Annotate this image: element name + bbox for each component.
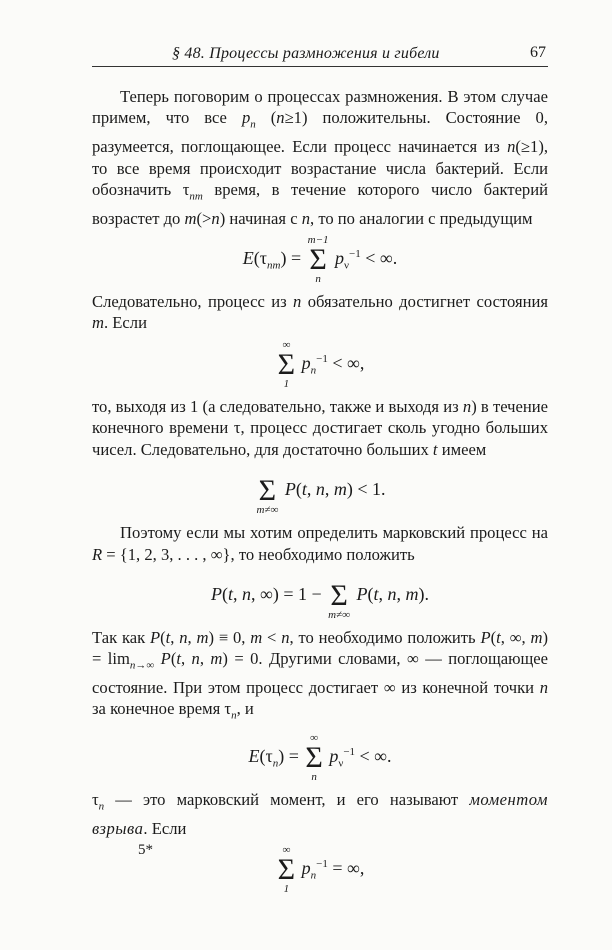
running-header	[92, 44, 548, 67]
equation-2: ∞ Σ 1 $p_n^{-1}$ < ∞,	[277, 338, 365, 390]
equation-1: $E(\tau_{nm})$ = m−1 Σ n $p_\nu^{-1}$ < ∞.	[242, 234, 398, 286]
paragraph-4: Поэтому если мы хотим определить марковский процесс на R = {1, 2, 3, . . . , ∞}, то необходимо положить	[92, 523, 548, 564]
running-title: § 48. Процессы размножения и гибели	[172, 45, 440, 62]
paragraph-6: $\tau_n$ — это марковский момент, и его называют моментом взрыва. Если	[92, 790, 548, 838]
page-number: 67	[530, 44, 546, 61]
equation-5: $E(\tau_n)$ = ∞ Σ n $p_\nu^{-1}$ < ∞.	[248, 732, 392, 784]
paragraph-3: то, выходя из 1 (а следовательно, также и выходя из n) в течение конечного времени τ, процесс достигает сколь угодно больших чисел. Следовательно, для достаточно больших t имеем	[92, 396, 548, 459]
paragraph-2: Следовательно, процесс из n обязательно достигнет состояния m. Если	[92, 292, 548, 333]
equation-6: ∞ Σ 1 $p_n^{-1}$ = ∞,	[277, 844, 365, 896]
equation-3: Σ m≠∞ P(t, n, m) < 1.	[256, 474, 386, 517]
equation-4: P(t, n, ∞) = 1 − Σ m≠∞ P(t, n, m).	[211, 578, 429, 621]
term-explosion-moment: моментом взрыва	[92, 790, 548, 838]
page-body	[92, 86, 548, 901]
paragraph-1: Теперь поговорим о процессах размножения. В этом случае примем, что все $p_n$ (n≥1) положительны. Состояние 0, разумеется, поглощающее. Если процесс начинается из n(≥1), то все время происходит возрастание числа бактерий. Если обозначить $\tau_{nm}$ время, в течение которого число бактерий возрастет до m(>n) начиная с n, то по аналогии с предыдущим	[92, 87, 548, 228]
paragraph-5: Так как P(t, n, m) ≡ 0, m < n, то необходимо положить P(t, ∞, $m) = \lim_{n\to\infty} P(t$, n, m) = 0. Другими словами, ∞ — поглощающее состояние. При этом процесс достигает ∞ из конечной точки n за конечное время $\tau_n$, и	[92, 627, 548, 722]
signature-mark: 5*	[138, 842, 153, 858]
